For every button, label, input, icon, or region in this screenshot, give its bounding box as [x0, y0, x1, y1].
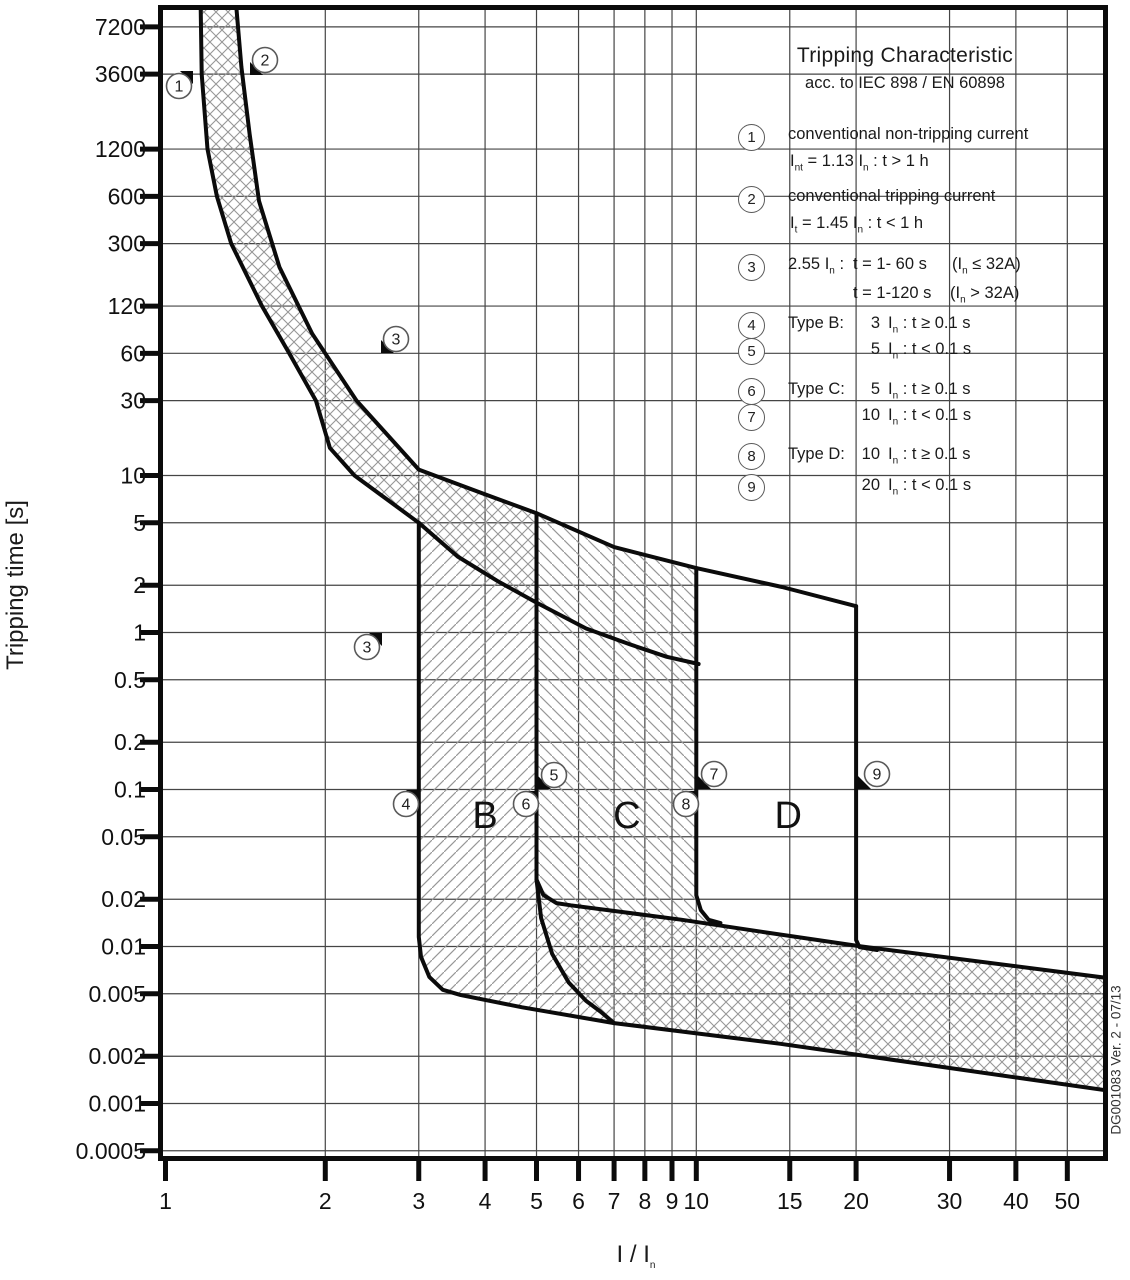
marker-number: 7 — [709, 766, 719, 784]
legend-formula: $I_n$ : t ≥ 0.1 s — [888, 380, 971, 402]
x-tick-label-8: 8 — [638, 1188, 652, 1214]
marker-9-9 — [858, 762, 890, 790]
y-tick-label-0.005: 0.005 — [88, 980, 146, 1007]
legend-number-5: 5 — [738, 338, 765, 365]
y-tick-label-7200: 7200 — [94, 13, 146, 40]
marker-number: 5 — [549, 767, 559, 785]
legend-formula: t = 1- 60 s — [853, 255, 927, 273]
y-tick-label-1: 1 — [133, 619, 146, 646]
legend-formula: $I_t = 1.45$ $I_n$ : t < 1 h — [790, 214, 924, 236]
legend-formula: $I_n$ : t ≥ 0.1 s — [888, 314, 971, 336]
marker-8-8 — [674, 791, 699, 817]
legend-multiplier: 5 — [870, 380, 880, 398]
x-tick-label-50: 50 — [1054, 1188, 1081, 1214]
x-tick-label-6: 6 — [572, 1188, 585, 1214]
region-zone-c — [537, 513, 721, 923]
y-tick-label-0.1: 0.1 — [114, 776, 146, 803]
marker-6-6 — [514, 791, 539, 817]
x-tick-label-5: 5 — [530, 1188, 543, 1214]
y-tick-label-5: 5 — [133, 509, 146, 536]
legend-formula: 2.55 $I_n$ : — [788, 255, 845, 277]
legend-formula: $I_n$ : t < 0.1 s — [888, 476, 972, 498]
legend-number-8: 8 — [738, 443, 765, 470]
y-tick-label-0.01: 0.01 — [101, 933, 146, 960]
legend-number-4: 4 — [738, 312, 765, 339]
legend-type-label: Type D: — [788, 445, 845, 463]
y-tick-label-0.5: 0.5 — [114, 666, 146, 693]
legend-type-label: Type B: — [788, 314, 844, 332]
legend-text: conventional tripping current — [788, 187, 996, 205]
marker-4-4 — [394, 790, 420, 817]
legend-number-3: 3 — [738, 254, 765, 281]
legend-item-2 — [738, 186, 1130, 250]
x-tick-label-20: 20 — [843, 1188, 869, 1214]
marker-number: 8 — [681, 796, 691, 814]
y-tick-label-0.0005: 0.0005 — [75, 1137, 146, 1164]
legend-formula: $I_n$ : t ≥ 0.1 s — [888, 445, 971, 467]
y-tick-label-3600: 3600 — [94, 61, 146, 88]
legend-formula: $I_n$ : t < 0.1 s — [888, 340, 972, 362]
y-tick-label-300: 300 — [107, 230, 146, 257]
marker-number: 1 — [174, 78, 184, 96]
legend-formula: $I_{nt} = 1.13$ $I_n$ : t > 1 h — [790, 152, 929, 174]
x-tick-label-10: 10 — [683, 1188, 710, 1214]
curve-d-lower-10in — [696, 568, 720, 923]
legend-multiplier: 20 — [861, 476, 880, 494]
document-version-note: DG001083 Ver. 2 - 07/13 — [1108, 985, 1124, 1135]
y-tick-label-60: 60 — [120, 340, 146, 367]
marker-number: 3 — [391, 331, 401, 349]
zone-label-D: D — [774, 794, 802, 837]
legend-number-9: 9 — [738, 474, 765, 501]
x-tick-label-15: 15 — [776, 1188, 803, 1214]
page-title: Tripping Characteristic — [796, 44, 1014, 67]
x-axis-title: I / $I_n$ — [616, 1241, 656, 1271]
y-tick-label-0.001: 0.001 — [88, 1090, 146, 1117]
marker-number: 3 — [362, 639, 372, 657]
y-tick-label-0.02: 0.02 — [101, 886, 146, 913]
zone-label-C: C — [613, 794, 641, 837]
legend-formula: $(I_n \le 32A)$ — [952, 255, 1021, 277]
y-axis-title: Tripping time [s] — [2, 500, 29, 670]
marker-number: 9 — [872, 766, 882, 784]
y-tick-label-2: 2 — [133, 572, 146, 599]
x-tick-label-7: 7 — [607, 1188, 621, 1214]
x-tick-label-4: 4 — [478, 1188, 492, 1214]
y-tick-label-120: 120 — [107, 293, 146, 320]
region-thermal-band — [201, 8, 537, 603]
y-tick-label-0.05: 0.05 — [101, 823, 146, 850]
legend-number-2: 2 — [738, 186, 765, 213]
page-subtitle: acc. to IEC 898 / EN 60898 — [805, 74, 1005, 92]
y-tick-label-0.2: 0.2 — [114, 729, 146, 756]
y-tick-label-1200: 1200 — [94, 136, 146, 163]
legend-multiplier: 3 — [870, 314, 880, 332]
legend-formula: t = 1-120 s — [853, 284, 932, 302]
zone-label-B: B — [472, 794, 498, 837]
x-tick-label-2: 2 — [318, 1188, 332, 1214]
marker-3-3 — [355, 633, 383, 660]
legend-formula: $(I_n > 32A)$ — [950, 284, 1020, 306]
legend-multiplier: 5 — [870, 340, 880, 358]
x-tick-label-9: 9 — [665, 1188, 679, 1214]
legend-type-label: Type C: — [788, 380, 845, 398]
y-tick-label-10: 10 — [120, 462, 146, 489]
marker-number: 6 — [521, 796, 531, 814]
legend-number-1: 1 — [738, 124, 765, 151]
legend-formula: $I_n$ : t < 0.1 s — [888, 406, 972, 428]
marker-2-1 — [250, 48, 278, 76]
y-tick-label-600: 600 — [107, 183, 146, 210]
y-tick-label-30: 30 — [120, 387, 146, 414]
legend-number-6: 6 — [738, 378, 765, 405]
legend-item-9 — [738, 476, 1130, 540]
x-tick-label-30: 30 — [936, 1188, 963, 1214]
legend-multiplier: 10 — [861, 445, 880, 463]
x-tick-label-3: 3 — [412, 1188, 426, 1214]
y-tick-label-0.002: 0.002 — [88, 1043, 146, 1070]
marker-1-0 — [167, 71, 194, 99]
legend-item-3 — [738, 252, 1130, 316]
marker-3-2 — [381, 327, 409, 354]
legend-multiplier: 10 — [861, 406, 880, 424]
x-tick-label-40: 40 — [1003, 1188, 1029, 1214]
legend-text: conventional non-tripping current — [788, 125, 1029, 143]
x-tick-label-1: 1 — [159, 1188, 172, 1214]
legend-number-7: 7 — [738, 404, 765, 431]
marker-number: 4 — [401, 796, 411, 814]
marker-number: 2 — [260, 52, 270, 70]
marker-7-7 — [698, 762, 727, 790]
legend-item-1 — [738, 124, 1130, 188]
